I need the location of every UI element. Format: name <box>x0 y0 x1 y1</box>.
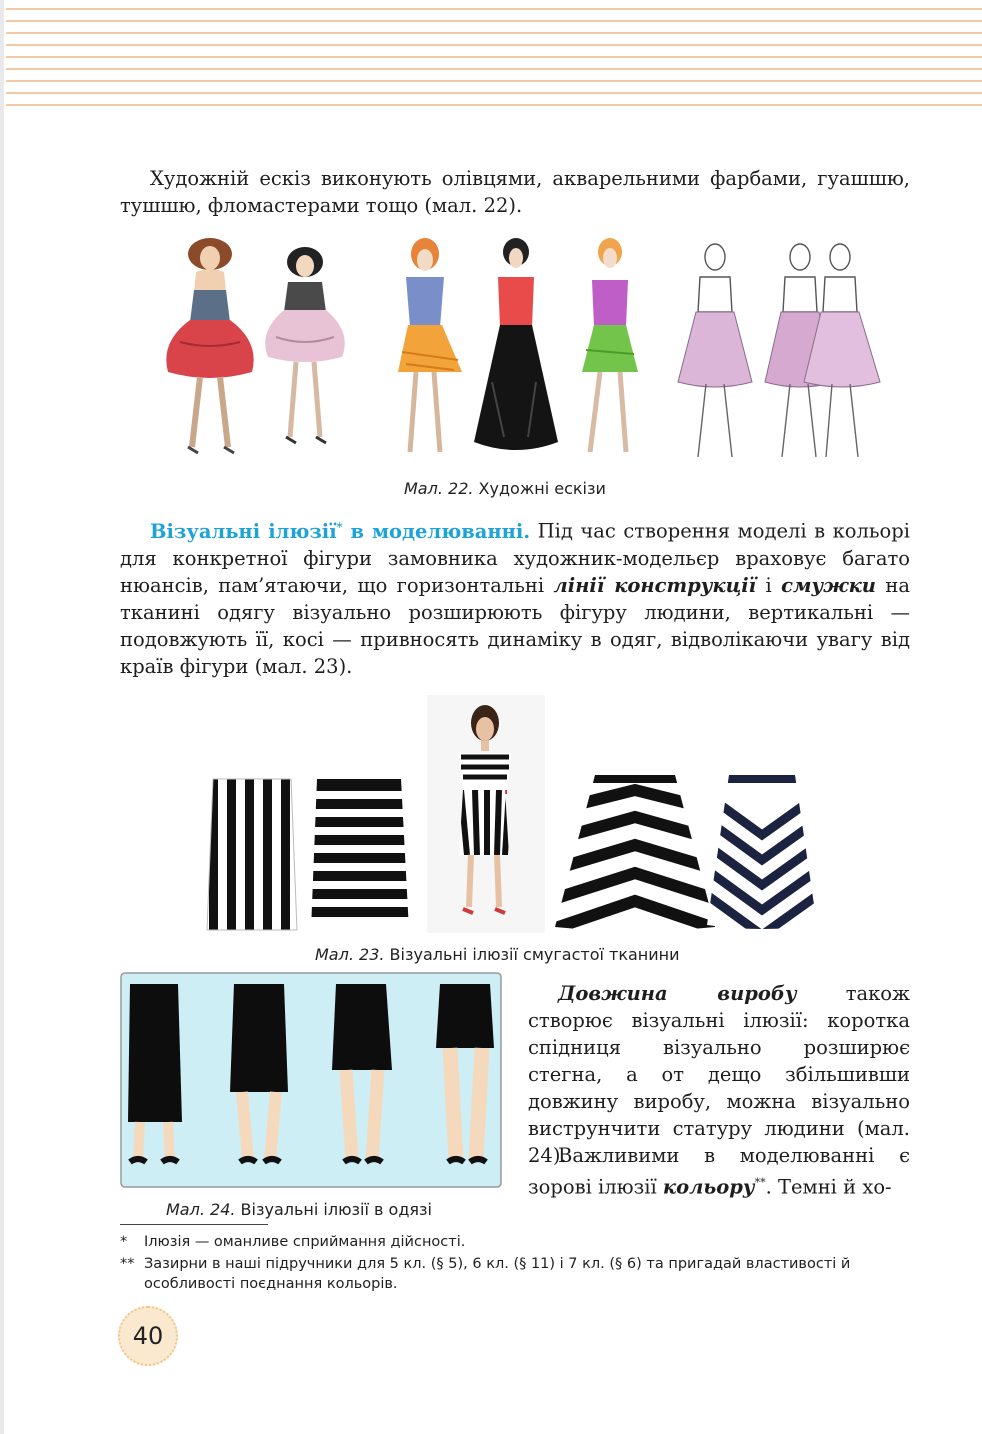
illusions-heading: Візуальні ілюзії* в моделюванні. <box>150 519 531 543</box>
model-striped-dress <box>427 695 545 933</box>
figure-23-label: Мал. 23. <box>315 945 385 964</box>
fashion-sketches-illustration <box>140 232 900 468</box>
skirt-lengths-illustration <box>120 972 502 1188</box>
page-number: 40 <box>118 1306 178 1366</box>
figure-24-title: Візуальні ілюзії в одязі <box>240 1200 432 1219</box>
color-paragraph: Важливими в моделюванні є зорові ілюзії кольору**. Темні й хо- <box>528 1144 910 1199</box>
term-stripes: смужки <box>781 573 876 597</box>
sketch-orange-skirt <box>398 238 462 452</box>
term-construction-lines: лінії конструкції <box>553 573 757 597</box>
decorative-top-lines <box>6 0 982 110</box>
sketch-green-skirt <box>582 238 638 452</box>
striped-skirts-illustration <box>205 695 820 935</box>
figure-22-title: Художні ескізи <box>478 479 606 498</box>
figure-24-label: Мал. 24. <box>166 1200 236 1219</box>
sketch-pink-dress <box>265 247 345 443</box>
skirt-vertical-stripes <box>205 775 305 935</box>
illusions-paragraph: Візуальні ілюзії* в моделюванні. Під час створення моделі в кольорі для конкретної фігури замовника художник-модельєр враховує багато нюансів, пам’ятаючи, що горизонтальні лінії конструкції і смужки на тканині одягу візуально розширюють фігуру людини, вертикальні — подовжують її, косі — привносять динаміку в одяг, відволікаючи увагу від країв фігури (мал. 23). <box>120 519 910 678</box>
intro-paragraph <box>120 165 910 219</box>
figure-24-caption <box>166 1200 432 1219</box>
skirt-chevron-stripes <box>700 770 820 935</box>
skirt-diagonal-stripes <box>535 770 735 935</box>
figure-22-label: Мал. 22. <box>404 479 474 498</box>
footnote-2: ** Зазирни в наші підручники для 5 кл. (§ 5), 6 кл. (§ 11) і 7 кл. (§ 6) та пригадай властивості й особливості поєднання кольорів. <box>120 1256 851 1292</box>
sketch-pink-skirts-group <box>678 244 880 457</box>
skirt-horizontal-stripes <box>305 775 415 935</box>
figure-23-title: Візуальні ілюзії смугастої тканини <box>389 945 680 964</box>
intro-text: Художній ескіз виконують олівцями, акварельними фарбами, гуашшю, тушшю, фломастерами тощо (мал. 22). <box>120 167 910 217</box>
sketch-red-dress <box>166 238 253 453</box>
page-edge <box>0 0 4 1434</box>
figure-22-caption <box>404 479 606 498</box>
length-paragraph: Довжина виробу також створює візуальні ілюзії: коротка спідниця візуально розширює стегна, а от дещо збільшивши довжину виробу, можна візуально виструнчити статуру людини (мал. 24). <box>528 982 910 1167</box>
term-color: кольору <box>662 1175 755 1199</box>
figure-23-caption <box>315 945 680 964</box>
term-product-length: Довжина виробу <box>558 982 797 1005</box>
sketch-black-long-skirt <box>474 238 558 450</box>
footnote-1: * Ілюзія — оманливе сприймання дійсності. <box>120 1234 466 1250</box>
footnote-divider <box>120 1224 268 1225</box>
